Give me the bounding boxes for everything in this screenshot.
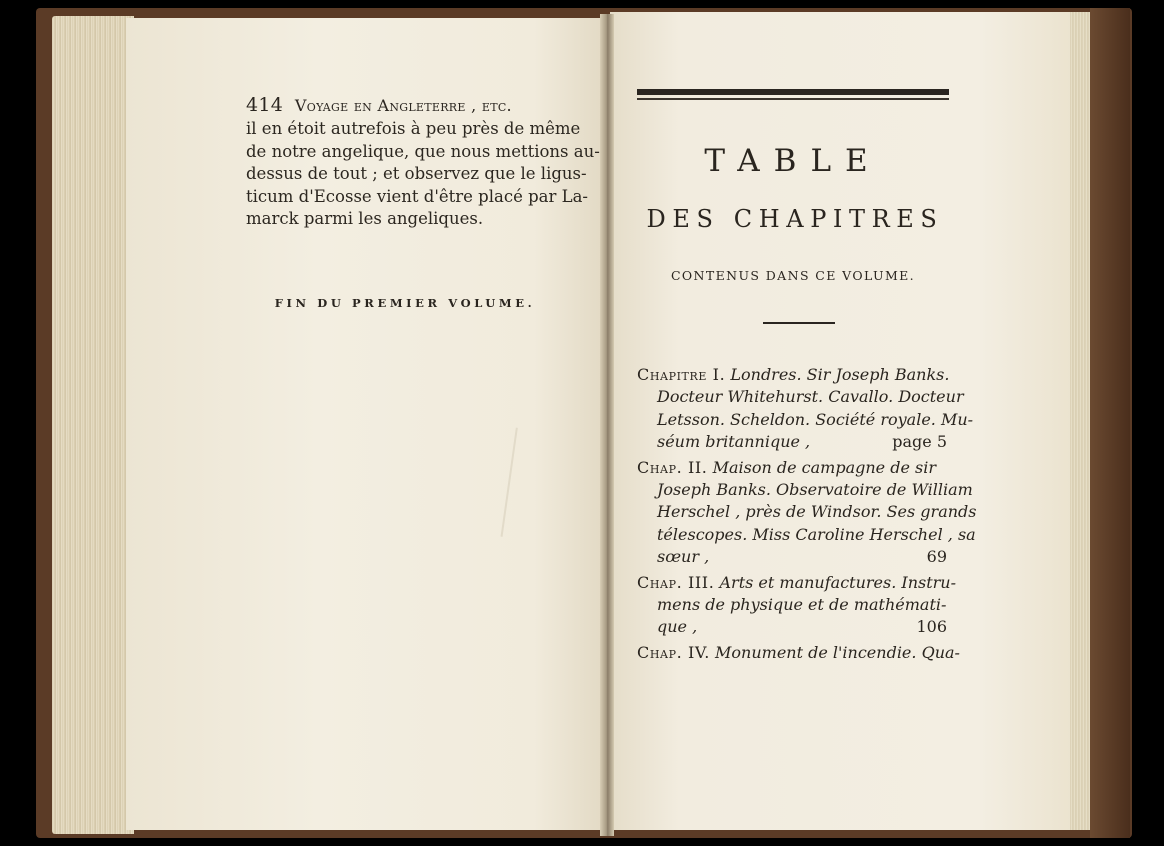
page-subtitle: DES CHAPITRES [646,205,944,233]
chapter-text: Arts et manufactures. Instru- [719,572,957,592]
toc-line [637,546,959,568]
toc-line [637,431,959,453]
toc-entry [637,457,977,569]
left-body-text [246,118,600,231]
table-of-contents [637,364,977,667]
page-number: 414 [246,94,284,116]
text-line: ticum d'Ecosse vient d'être placé par La- [246,186,589,206]
toc-line: Letsson. Scheldon. Société royale. Mu- [657,409,974,429]
toc-line: mens de physique et de mathémati- [657,595,947,615]
running-header [246,94,576,116]
toc-line [637,616,959,638]
toc-line: Herschel , près de Windsor. Ses grands [657,502,977,522]
chapter-label: Chap. IV. [637,642,710,662]
page-edges-right [1070,12,1092,830]
toc-entry [637,364,974,454]
toc-line [637,364,959,386]
page-reference: 106 [916,617,947,637]
text-line: il en étoit autrefois à peu près de même [246,119,581,138]
chapter-text: que , [657,617,698,637]
running-head-title: Voyage en Angleterre , etc. [294,96,512,115]
page-reference: page 5 [892,432,947,452]
toc-line [637,457,959,479]
chapter-label: Chap. II. [637,457,708,477]
divider-rule [763,322,835,324]
book-gutter [600,14,614,836]
chapter-text: Maison de campagne de sir [712,457,936,477]
toc-line [637,642,959,664]
text-line: marck parmi les angeliques. [246,209,484,228]
toc-line: télescopes. Miss Caroline Herschel , sa [657,524,976,544]
chapter-text: séum britannique , [657,432,811,452]
text-line: dessus de tout ; et observez que le ligus- [246,164,587,183]
page-subtitle-small: CONTENUS DANS CE VOLUME. [670,268,916,283]
chapter-text: sœur , [657,547,710,567]
top-rule-thin [637,98,949,100]
toc-entry [637,642,959,664]
cover-edge-right [1090,8,1130,838]
end-of-volume: FIN DU PREMIER VOLUME. [274,296,536,310]
page-reference: 69 [926,547,947,567]
top-rule [637,89,949,95]
text-line: de notre angelique, que nous mettions au- [246,141,600,161]
page-title: TABLE [704,143,882,179]
chapter-label: Chapitre I. [637,365,726,384]
chapter-label: Chap. III. [637,572,715,592]
toc-entry [637,572,959,639]
toc-line [637,572,959,594]
toc-line: Docteur Whitehurst. Cavallo. Docteur [657,387,964,407]
chapter-text: Monument de l'incendie. Qua- [715,642,960,662]
page-edges-left [52,16,134,834]
toc-line: Joseph Banks. Observatoire de William [657,480,973,500]
chapter-text: Londres. Sir Joseph Banks. [730,365,950,384]
